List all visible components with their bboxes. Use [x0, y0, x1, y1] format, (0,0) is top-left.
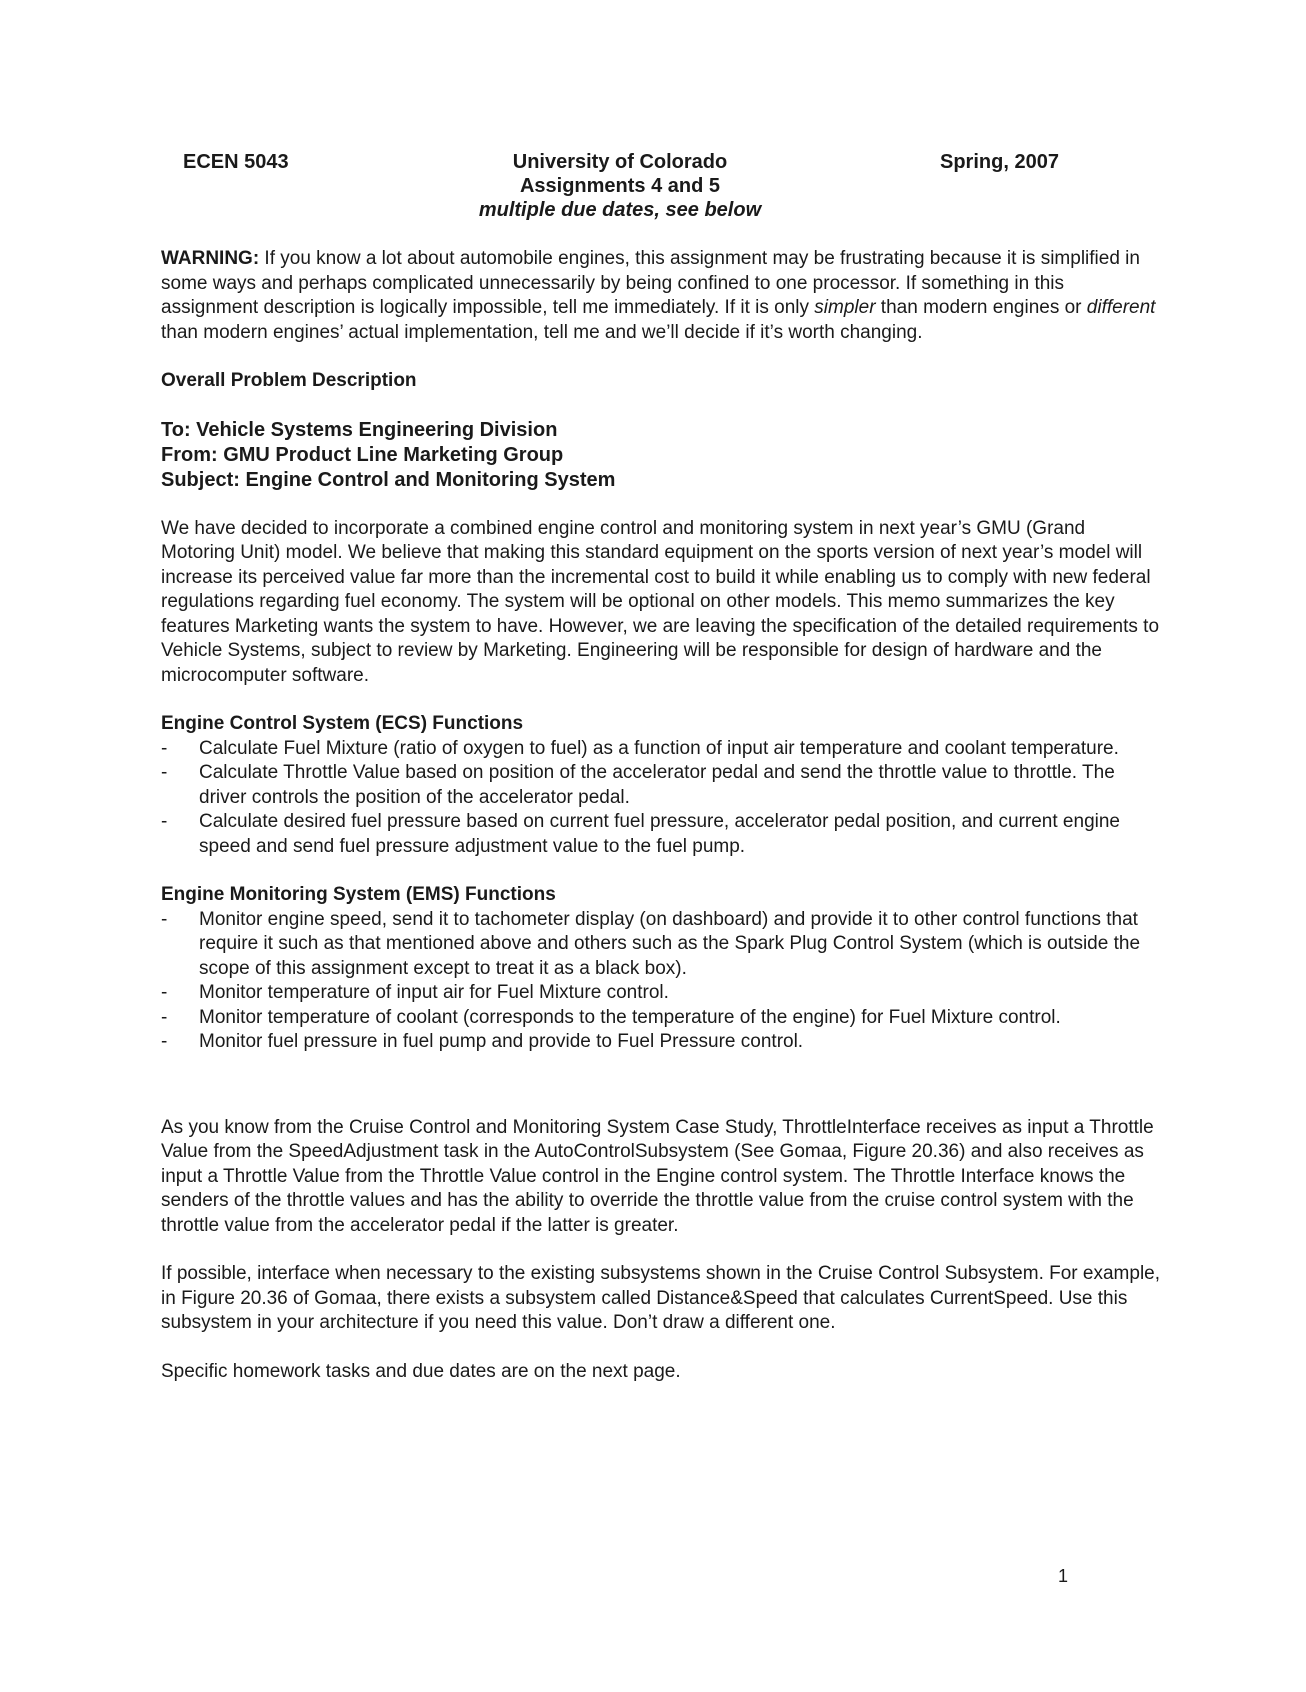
- dash-bullet: -: [161, 811, 168, 832]
- list-item: [161, 810, 1161, 859]
- dash-bullet: -: [161, 762, 168, 783]
- dash-bullet: -: [161, 908, 168, 930]
- warning-text-2: than modern engines or: [875, 297, 1087, 318]
- warning-emphasis-different: different: [1086, 297, 1156, 318]
- ecs-function-list: [161, 737, 1161, 860]
- memo-subject: Subject: Engine Control and Monitoring System: [161, 468, 616, 491]
- ems-heading: Engine Monitoring System (EMS) Functions: [161, 884, 556, 905]
- list-item: [161, 737, 1161, 762]
- document-body: [161, 247, 1161, 1384]
- list-item: [161, 1006, 1161, 1031]
- warning-emphasis-simpler: simpler: [814, 297, 876, 318]
- warning-paragraph: [161, 247, 1161, 345]
- warning-text-3: than modern engines’ actual implementation, tell me and we’ll decide if it’s worth changing.: [161, 321, 923, 343]
- memo-from: From: GMU Product Line Marketing Group: [161, 443, 564, 466]
- list-item-text: Monitor temperature of input air for Fuel Mixture control.: [199, 982, 669, 1003]
- warning-text-1: If you know a lot about automobile engines, this assignment may be frustrating because it is simplified in some ways and perhaps complicated unnecessarily by being confined to one processor. If something in this assignment description is logically impossible, tell me immediately. If it is only: [161, 248, 1140, 318]
- memo-to: To: Vehicle Systems Engineering Division: [161, 418, 558, 441]
- university-name: University of Colorado: [512, 151, 728, 173]
- dash-bullet: -: [161, 1006, 168, 1028]
- list-item-text: Calculate desired fuel pressure based on current fuel pressure, accelerator pedal position, and current engine speed and send fuel pressure adjustment value to the fuel pump.: [199, 811, 1120, 857]
- list-item-text: Monitor engine speed, send it to tachometer display (on dashboard) and provide it to other control functions that require it such as that mentioned above and others such as the Spark Plug Control System (which is outside the scope of this assignment except to treat it as a black box).: [199, 908, 1141, 979]
- warning-label: WARNING:: [161, 248, 260, 269]
- intro-paragraph: We have decided to incorporate a combined engine control and monitoring system in next year’s GMU (Grand Motoring Unit) model. We believe that making this standard equipment on the sports version of next year’s model will increase its perceived value far more than the incremental cost to build it while enabling us to comply with new federal regulations regarding fuel economy. The system will be optional on other models. This memo summarizes the key features Marketing wants the system to have. However, we are leaving the specification of the detailed requirements to Vehicle Systems, subject to review by Marketing. Engineering will be responsible for design of hardware and the microcomputer software.: [161, 517, 1160, 686]
- list-item: [161, 1030, 1161, 1055]
- course-number: ECEN 5043: [183, 151, 289, 173]
- list-item-text: Monitor fuel pressure in fuel pump and provide to Fuel Pressure control.: [199, 1031, 804, 1052]
- ecs-heading: Engine Control System (ECS) Functions: [161, 713, 524, 734]
- list-item: [161, 908, 1161, 982]
- list-item-text: Monitor temperature of coolant (corresponds to the temperature of the engine) for Fuel Mixture control.: [199, 1006, 1061, 1028]
- dash-bullet: -: [161, 737, 168, 759]
- ems-function-list: [161, 908, 1161, 1055]
- closing-paragraph: Specific homework tasks and due dates are on the next page.: [161, 1360, 681, 1382]
- dash-bullet: -: [161, 1031, 168, 1052]
- overall-problem-heading: Overall Problem Description: [161, 370, 417, 391]
- memo-block: [161, 418, 1161, 493]
- header-center-block: [470, 150, 770, 222]
- list-item-text: Calculate Fuel Mixture (ratio of oxygen to fuel) as a function of input air temperature and coolant temperature.: [199, 737, 1119, 759]
- due-date-note: multiple due dates, see below: [478, 199, 762, 221]
- dash-bullet: -: [161, 982, 168, 1003]
- list-item: [161, 981, 1161, 1006]
- term: Spring, 2007: [940, 151, 1059, 173]
- list-item: [161, 761, 1161, 810]
- list-item-text: Calculate Throttle Value based on position of the accelerator pedal and send the throttle value to throttle. The driver controls the position of the accelerator pedal.: [199, 762, 1115, 808]
- assignment-title: Assignments 4 and 5: [519, 175, 721, 197]
- page-number: 1: [1058, 1566, 1069, 1586]
- throttle-interface-paragraph: As you know from the Cruise Control and Monitoring System Case Study, ThrottleInterface receives as input a Throttle Value from the SpeedAdjustment task in the AutoControlSubsystem (See Gomaa, Figure 20.36) and also receives as input a Throttle Value from the Throttle Value control in the Engine control system. The Throttle Interface knows the senders of the throttle values and has the ability to override the throttle value from the cruise control system with the throttle value from the accelerator pedal if the latter is greater.: [161, 1116, 1154, 1236]
- subsystem-interface-paragraph: If possible, interface when necessary to the existing subsystems shown in the Cruise Control Subsystem. For example, in Figure 20.36 of Gomaa, there exists a subsystem called Distance&Speed that calculates CurrentSpeed. Use this subsystem in your architecture if you need this value. Don’t draw a different one.: [161, 1263, 1161, 1333]
